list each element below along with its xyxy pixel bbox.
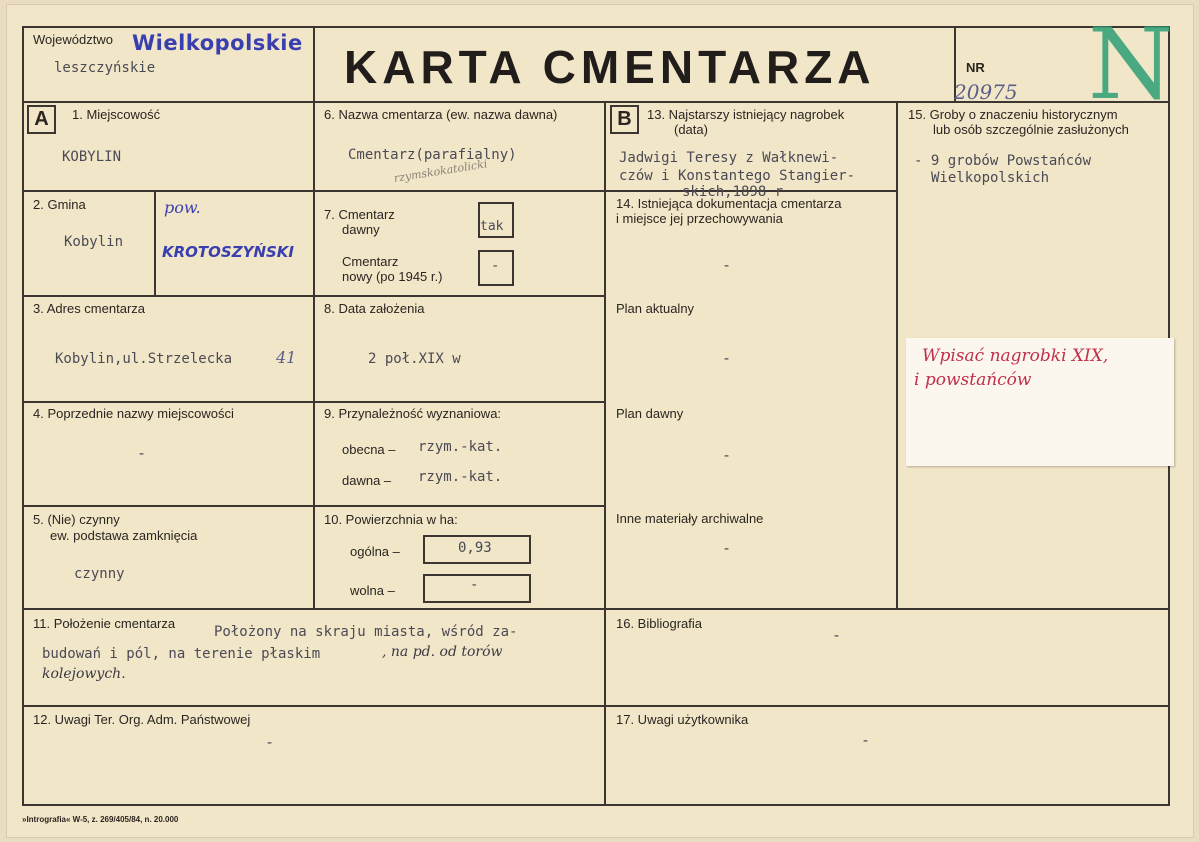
field5-label-1: 5. (Nie) czynny	[33, 512, 120, 527]
row-sep-a4	[22, 505, 606, 507]
row-sep-a1	[22, 190, 606, 192]
field11-line1: Położony na skraju miasta, wśród za-	[214, 624, 518, 640]
field15-label-2: lub osób szczególnie zasłużonych	[933, 122, 1129, 137]
field3-value: Kobylin,ul.Strzelecka	[55, 351, 233, 367]
field11-label: 11. Położenie cmentarza	[33, 616, 176, 631]
plan-dawny-value: -	[722, 446, 732, 464]
printer-imprint: »Intrografia« W-5, z. 269/405/84, n. 20.000	[22, 815, 179, 824]
field11-line2: budowań i pól, na terenie płaskim	[42, 646, 321, 662]
field16-label: 16. Bibliografia	[616, 616, 702, 631]
field15-label-1: 15. Groby o znaczeniu historycznym	[908, 107, 1118, 122]
field10-ogolna-value: 0,93	[458, 540, 492, 556]
row-sep-mid	[22, 608, 1170, 610]
border-bottom	[22, 804, 1170, 806]
field6-hand-note: rzymskokatolicki	[392, 157, 489, 185]
field3-label: 3. Adres cmentarza	[33, 301, 145, 316]
plan-aktualny-label: Plan aktualny	[616, 301, 695, 316]
pasted-note-line1: Wpisać nagrobki XIX,	[922, 346, 1109, 366]
field6-value: Cmentarz(parafialny)	[348, 147, 517, 163]
field8-value: 2 poł.XIX w	[368, 351, 461, 367]
border-top	[22, 26, 1170, 28]
field9-obecna-label: obecna –	[342, 442, 396, 457]
field12-value: -	[265, 733, 275, 751]
wojewodztwo-typed: leszczyńskie	[54, 60, 156, 76]
field4-label: 4. Poprzednie nazwy miejscowości	[33, 406, 234, 421]
field9-obecna-value: rzym.-kat.	[418, 439, 503, 455]
field7-label-1a: 7. Cmentarz	[324, 207, 395, 222]
field10-ogolna-label: ogólna –	[350, 544, 400, 559]
nr-label: NR	[966, 60, 985, 75]
field7-value-nowy: -	[491, 258, 500, 274]
field7-value-dawny: tak	[480, 219, 504, 234]
pasted-note	[906, 338, 1174, 466]
inne-materialy-value: -	[722, 539, 732, 557]
field13-line2: czów i Konstantego Stangier-	[619, 168, 856, 184]
plan-dawny-label: Plan dawny	[616, 406, 684, 421]
field7-label-2a: Cmentarz	[342, 254, 399, 269]
field1-label: 1. Miejscowość	[72, 107, 161, 122]
col-divider-1	[313, 101, 315, 609]
header-left-divider	[313, 26, 315, 102]
field15-line2: Wielkopolskich	[931, 170, 1050, 186]
field1-value: KOBYLIN	[62, 149, 122, 165]
wojewodztwo-label: Województwo	[33, 32, 113, 47]
field14-label-1: 14. Istniejąca dokumentacja cmentarza	[616, 196, 842, 211]
field2-value: Kobylin	[64, 234, 124, 250]
section-b-letter: B	[610, 105, 639, 134]
field13-line3: skich,1898 r	[682, 184, 784, 200]
col-divider-3	[896, 101, 898, 609]
nr-value: 20975	[954, 80, 1018, 104]
field14-value: -	[722, 256, 732, 274]
field4-value: -	[137, 444, 147, 462]
field6-label: 6. Nazwa cmentarza (ew. nazwa dawna)	[324, 107, 558, 122]
field9-dawna-value: rzym.-kat.	[418, 469, 503, 485]
field10-label: 10. Powierzchnia w ha:	[324, 512, 458, 527]
field16-value: -	[832, 626, 842, 644]
border-left	[22, 26, 24, 806]
field11-hand-line3: kolejowych.	[42, 666, 126, 682]
wojewodztwo-stamp: Wielkopolskie	[132, 31, 303, 55]
field13-label-2: (data)	[674, 122, 708, 137]
field9-label: 9. Przynależność wyznaniowa:	[324, 406, 502, 421]
field2-hand-pow: pow.	[164, 198, 201, 217]
field2-powiat-stamp: KROTOSZYŃSKI	[162, 243, 295, 261]
row-sep-lower	[22, 705, 1170, 707]
corner-mark-n: N	[1088, 8, 1174, 122]
field17-label: 17. Uwagi użytkownika	[616, 712, 749, 727]
cemetery-card	[6, 4, 1194, 838]
field7-label-1b: dawny	[342, 222, 380, 237]
row-sep-a2	[22, 295, 606, 297]
field17-value: -	[861, 731, 871, 749]
field12-label: 12. Uwagi Ter. Org. Adm. Państwowej	[33, 712, 251, 727]
col-divider-mid	[604, 101, 606, 804]
field10-wolna-label: wolna –	[350, 583, 395, 598]
field5-value: czynny	[74, 566, 125, 582]
pasted-note-line2: i powstańców	[914, 370, 1032, 390]
row-sep-a3	[22, 401, 606, 403]
field8-label: 8. Data założenia	[324, 301, 425, 316]
field14-label-2: i miejsce jej przechowywania	[616, 211, 783, 226]
field11-hand-line2: , na pd. od torów	[382, 644, 503, 660]
field5-label-2: ew. podstawa zamknięcia	[50, 528, 198, 543]
field13-label-1: 13. Najstarszy istniejący nagrobek	[647, 107, 845, 122]
inne-materialy-label: Inne materiały archiwalne	[616, 511, 764, 526]
plan-aktualny-value: -	[722, 349, 732, 367]
field10-wolna-value: -	[470, 577, 479, 593]
gmina-inner-divider	[154, 190, 156, 296]
section-a-letter: A	[27, 105, 56, 134]
field13-line1: Jadwigi Teresy z Wałknewi-	[619, 150, 839, 166]
field2-label: 2. Gmina	[33, 197, 86, 212]
field15-line1: - 9 grobów Powstańców	[914, 153, 1092, 169]
card-title: KARTA CMENTARZA	[344, 41, 876, 93]
field9-dawna-label: dawna –	[342, 473, 392, 488]
field3-hand-number: 41	[276, 348, 297, 367]
field7-label-2b: nowy (po 1945 r.)	[342, 269, 443, 284]
